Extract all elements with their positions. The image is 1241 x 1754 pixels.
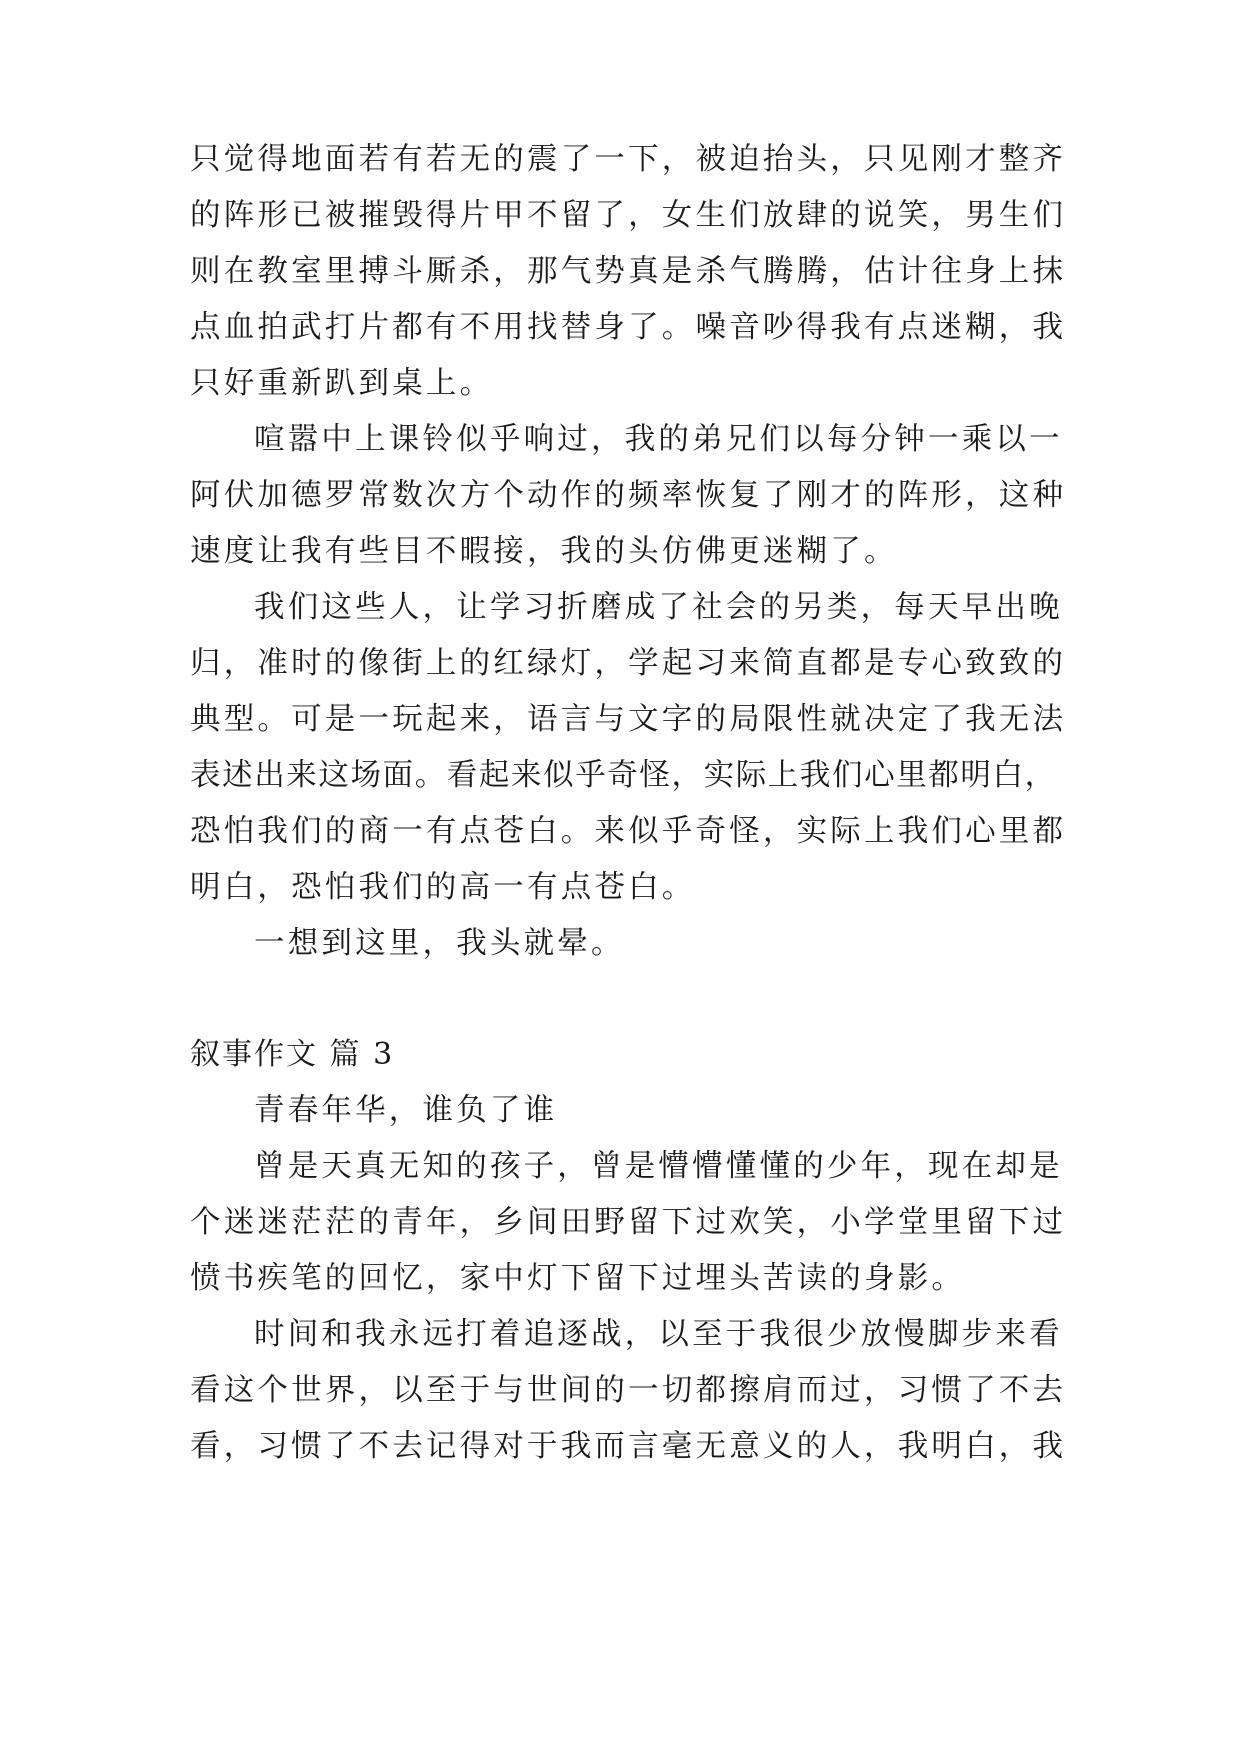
paragraph-line: 愤书疾笔的回忆，家中灯下留下过埋头苦读的身影。	[190, 1261, 966, 1296]
paragraph-line: 则在教室里搏斗厮杀，那气势真是杀气腾腾，估计往身上抹	[190, 254, 1067, 289]
paragraph-line: 阿伏加德罗常数次方个动作的频率恢复了刚才的阵形，这种	[190, 478, 1067, 513]
paragraph-line: 速度让我有些目不暇接，我的头仿佛更迷糊了。	[190, 534, 898, 569]
paragraph-line: 看，习惯了不去记得对于我而言毫无意义的人，我明白，我	[190, 1429, 1067, 1464]
paragraph-line: 一想到这里，我头就晕。	[254, 926, 625, 961]
paragraph-line: 的阵形已被摧毁得片甲不留了，女生们放肆的说笑，男生们	[190, 198, 1067, 233]
section-heading: 叙事作文 篇 3	[190, 1037, 395, 1072]
paragraph-line: 喧嚣中上课铃似乎响过，我的弟兄们以每分钟一乘以一	[254, 422, 1063, 457]
paragraph-line: 点血拍武打片都有不用找替身了。噪音吵得我有点迷糊，我	[190, 310, 1067, 345]
paragraph-line: 个迷迷茫茫的青年，乡间田野留下过欢笑，小学堂里留下过	[190, 1205, 1067, 1240]
paragraph-line: 表述出来这场面。看起来似乎奇怪，实际上我们心里都明白，	[190, 758, 1057, 793]
paragraph-line: 典型。可是一玩起来，语言与文字的局限性就决定了我无法	[190, 702, 1067, 737]
paragraph-line: 看这个世界，以至于与世间的一切都擦肩而过，习惯了不去	[190, 1373, 1067, 1408]
paragraph-line: 曾是天真无知的孩子，曾是懵懵懂懂的少年，现在却是	[254, 1149, 1063, 1184]
paragraph-line: 我们这些人，让学习折磨成了社会的另类，每天早出晚	[254, 590, 1063, 625]
paragraph-line: 时间和我永远打着追逐战，以至于我很少放慢脚步来看	[254, 1317, 1063, 1352]
paragraph-line: 归，准时的像街上的红绿灯，学起习来简直都是专心致致的	[190, 646, 1067, 681]
article-title: 青春年华，谁负了谁	[254, 1093, 558, 1128]
paragraph-line: 明白，恐怕我们的高一有点苍白。	[190, 870, 696, 905]
paragraph-line: 只好重新趴到桌上。	[190, 366, 494, 401]
paragraph-line: 恐怕我们的商一有点苍白。来似乎奇怪，实际上我们心里都	[190, 814, 1067, 849]
paragraph-line: 只觉得地面若有若无的震了一下，被迫抬头，只见刚才整齐	[190, 142, 1067, 177]
